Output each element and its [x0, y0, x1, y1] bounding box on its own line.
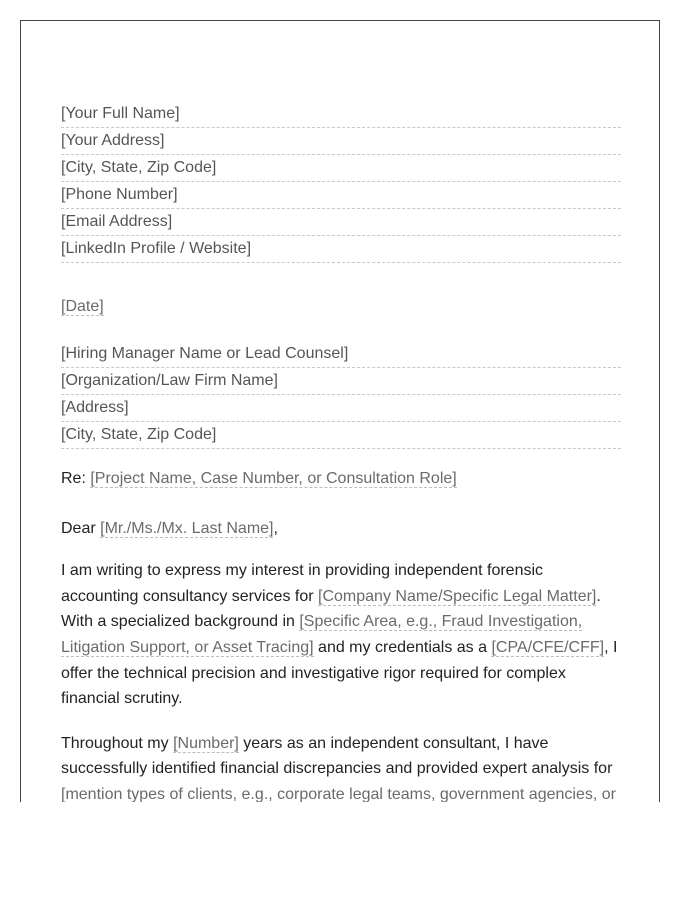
- recipient-city-state-zip[interactable]: [City, State, Zip Code]: [61, 422, 621, 449]
- salutation: [61, 516, 621, 542]
- letter-page: [20, 20, 660, 802]
- client-types-field[interactable]: [mention types of clients, e.g., corporate legal teams, government agencies, or: [61, 785, 616, 802]
- sender-linkedin[interactable]: [LinkedIn Profile / Website]: [61, 236, 621, 263]
- re-prefix: Re:: [61, 470, 91, 487]
- body-paragraph-2: [61, 731, 621, 802]
- sender-address[interactable]: [Your Address]: [61, 128, 621, 155]
- recipient-block: [61, 341, 621, 449]
- credentials-field[interactable]: [CPA/CFE/CFF]: [491, 638, 605, 656]
- recipient-address[interactable]: [Address]: [61, 395, 621, 422]
- sender-full-name[interactable]: [Your Full Name]: [61, 101, 621, 128]
- sender-block: [61, 101, 621, 263]
- salutation-suffix: ,: [273, 519, 278, 537]
- re-line: [61, 466, 621, 492]
- years-field[interactable]: [Number]: [173, 734, 239, 752]
- body-paragraph-1: [61, 558, 621, 712]
- p2-text-1: Throughout my: [61, 734, 174, 752]
- p1-text-4: , I offer the technical precision and investigative rigor required for complex financial scrutiny.: [61, 638, 618, 708]
- company-matter-field[interactable]: [Company Name/Specific Legal Matter]: [318, 587, 597, 605]
- p1-text-1: I am writing to express my interest in providing independent forensic accounting consultancy services for: [61, 562, 544, 605]
- salutation-prefix: Dear: [61, 519, 101, 537]
- salutation-name-field[interactable]: [Mr./Ms./Mx. Last Name]: [100, 519, 274, 537]
- sender-city-state-zip[interactable]: [City, State, Zip Code]: [61, 155, 621, 182]
- p1-text-2: . With a specialized background in: [61, 587, 601, 631]
- date-row: [61, 297, 621, 319]
- sender-phone[interactable]: [Phone Number]: [61, 182, 621, 209]
- letter-content: [61, 101, 621, 802]
- p1-text-3: and my credentials as a: [313, 638, 492, 656]
- p2-text-2: years as an independent consultant, I have successfully identified financial discrepancies and provided expert analysis for: [61, 734, 613, 778]
- recipient-organization[interactable]: [Organization/Law Firm Name]: [61, 368, 621, 395]
- date-field[interactable]: [Date]: [61, 298, 104, 315]
- re-subject-field[interactable]: [Project Name, Case Number, or Consultation Role]: [90, 470, 457, 487]
- sender-email[interactable]: [Email Address]: [61, 209, 621, 236]
- specific-area-field[interactable]: [Specific Area, e.g., Fraud Investigation, Litigation Support, or Asset Tracing]: [61, 613, 583, 656]
- recipient-name[interactable]: [Hiring Manager Name or Lead Counsel]: [61, 341, 621, 368]
